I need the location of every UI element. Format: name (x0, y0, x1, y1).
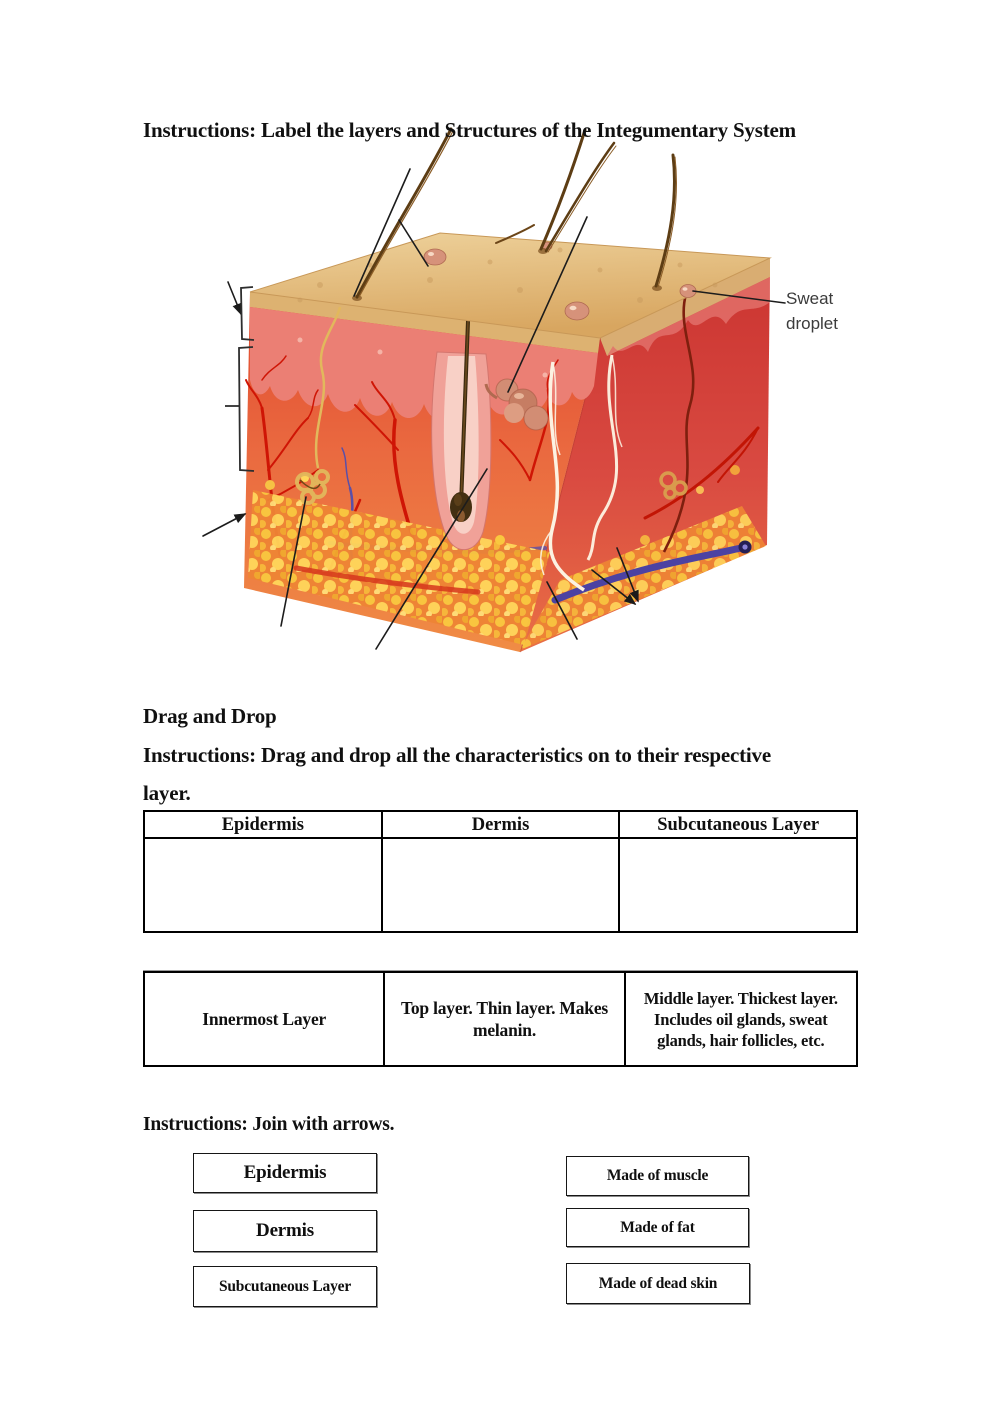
skin-block-right-face (520, 258, 770, 652)
layer-brackets (225, 287, 254, 471)
hairs (352, 129, 676, 301)
drop-table-header-row (145, 812, 856, 839)
pointer-vessel-b (617, 548, 638, 601)
blood-vessels-blue (330, 448, 545, 560)
pointer-vessel-a (592, 570, 635, 604)
sweat-droplets (424, 242, 696, 320)
pointer-nerve (547, 582, 577, 639)
pointer-epidermis (228, 282, 241, 314)
drag-drop-instructions: Instructions: Drag and drop all the characteristics on to their respective layer. (143, 743, 771, 805)
pointer-lines (203, 169, 785, 649)
join-item-made-of-dead-skin[interactable]: Made of dead skin (566, 1263, 750, 1304)
drop-table-header-dermis: Dermis (383, 812, 621, 839)
characteristic-cards (143, 971, 858, 1067)
pointer-sebaceous-gland (508, 217, 587, 392)
drag-drop-heading: Drag and Drop (143, 704, 277, 728)
hair-follicle (432, 242, 491, 550)
pointer-skin-surface (399, 220, 428, 266)
join-item-made-of-fat[interactable]: Made of fat (566, 1208, 749, 1247)
sweat-droplet-shape (680, 285, 696, 298)
card-middle-layer[interactable]: Middle layer. Thickest layer. Includes oil glands, sweat glands, hair follicles, etc. (643, 988, 838, 1050)
drop-zone-subcutaneous[interactable] (620, 839, 856, 931)
drop-table-body-row (145, 839, 856, 931)
epidermis-bracket (241, 287, 254, 340)
pointer-follicle-bulb (376, 469, 487, 649)
sebaceous-gland (486, 379, 548, 430)
join-item-epidermis[interactable]: Epidermis (193, 1153, 377, 1193)
card-top-layer[interactable]: Top layer. Thin layer. Makes melanin. (385, 973, 625, 1065)
pointer-sweat-gland (281, 497, 306, 626)
dermis-bracket (239, 347, 254, 471)
skin-block-top-face (250, 129, 770, 338)
join-item-made-of-muscle[interactable]: Made of muscle (566, 1156, 749, 1196)
sweat-droplet-label: Sweat droplet (786, 289, 838, 333)
pointer-hair (354, 169, 410, 296)
join-item-dermis[interactable]: Dermis (193, 1210, 377, 1252)
card-innermost-layer[interactable]: Innermost Layer (145, 973, 385, 1065)
label-section-title: Instructions: Label the layers and Structures of the Integumentary System (143, 118, 796, 142)
nerve-fiber (541, 362, 584, 590)
sweat-gland-coil-left (297, 307, 340, 503)
drop-zone-epidermis[interactable] (145, 839, 383, 931)
epidermis-band (250, 307, 598, 420)
subcutaneous-fat (248, 490, 550, 645)
drop-table-header-epidermis: Epidermis (145, 812, 383, 839)
pointer-subcutaneous (203, 514, 245, 536)
drop-table-header-subcutaneous: Subcutaneous Layer (620, 812, 856, 839)
join-item-subcutaneous-layer[interactable]: Subcutaneous Layer (193, 1266, 377, 1307)
skin-block-front-face (244, 242, 600, 652)
sweat-gland-coil-right (661, 473, 686, 498)
drop-zone-dermis[interactable] (383, 839, 621, 931)
layer-drop-table (143, 810, 858, 933)
pointer-sweat-droplet (693, 291, 785, 303)
join-arrows-instructions: Instructions: Join with arrows. (143, 1114, 395, 1135)
blood-vessels-red (246, 356, 558, 570)
